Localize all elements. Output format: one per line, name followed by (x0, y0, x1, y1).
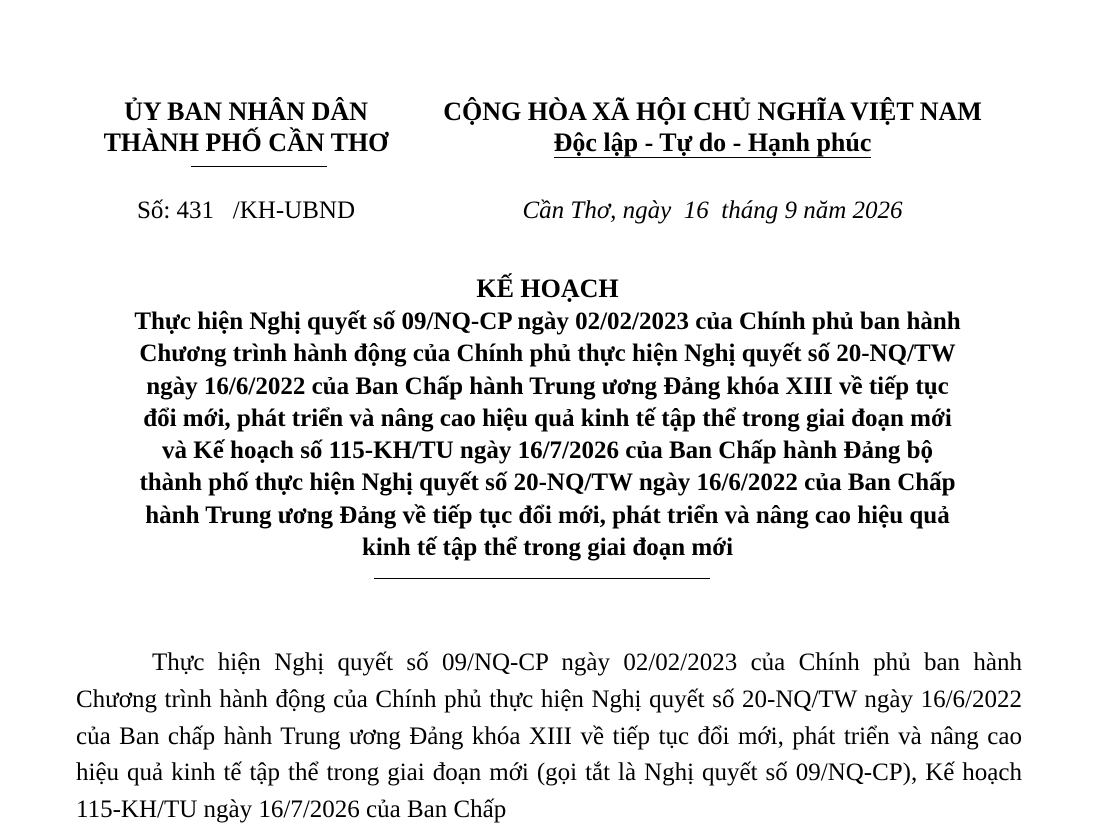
document-title: KẾ HOẠCH (476, 274, 619, 303)
body-paragraph: Thực hiện Nghị quyết số 09/NQ-CP ngày 02/02/2023 của Chính phủ ban hành Chương trình hành động của Chính phủ thực hiện Nghị quyết số 20-NQ/TW ngày 16/6/2022 của Ban chấp hành Trung ương Đảng khóa XIII về tiếp tục đổi mới, phát triển và nâng cao hiệu quả kinh tế tập thể trong giai đoạn mới (gọi tắt là Nghị quyết số 09/NQ-CP), Kế hoạch 115-KH/TU ngày 16/7/2026 của Ban Chấp (76, 649, 1022, 824)
national-heading (420, 96, 1005, 158)
document-date: Cần Thơ, ngày 16 tháng 9 năm 2026 (522, 197, 903, 224)
org-underline (191, 166, 327, 167)
nation-name: CỘNG HÒA XÃ HỘI CHỦ NGHĨA VIỆT NAM (443, 97, 982, 126)
org-line-1: ỦY BAN NHÂN DÂN (124, 97, 368, 126)
subtitle-line-8: kinh tế tập thể trong giai đoạn mới (361, 534, 734, 562)
subtitle-line-2: Chương trình hành động của Chính phủ thực hiện Nghị quyết số 20-NQ/TW (139, 340, 956, 368)
title-block (60, 272, 1035, 564)
document-number: Số: 431 /KH-UBND (136, 197, 356, 224)
subtitle-line-6: thành phố thực hiện Nghị quyết số 20-NQ/TW ngày 16/6/2022 của Ban Chấp (139, 469, 956, 497)
org-line-2: THÀNH PHỐ CẦN THƠ (103, 128, 389, 157)
subtitle-line-3: ngày 16/6/2022 của Ban Chấp hành Trung ương Đảng khóa XIII về tiếp tục (146, 372, 949, 400)
subtitle-line-1: Thực hiện Nghị quyết số 09/NQ-CP ngày 02/02/2023 của Chính phủ ban hành (134, 308, 961, 335)
issuing-organization (96, 96, 396, 158)
title-underline (374, 578, 710, 579)
national-motto: Độc lập - Tự do - Hạnh phúc (553, 128, 872, 157)
subtitle-line-5: và Kế hoạch số 115-KH/TU ngày 16/7/2026 của Ban Chấp hành Đảng bộ (162, 437, 933, 465)
subtitle-line-4: đổi mới, phát triển và nâng cao hiệu quả kinh tế tập thể trong giai đoạn mới (143, 404, 952, 432)
subtitle-line-7: hành Trung ương Đảng về tiếp tục đổi mới, phát triển và nâng cao hiệu quả (145, 501, 950, 529)
